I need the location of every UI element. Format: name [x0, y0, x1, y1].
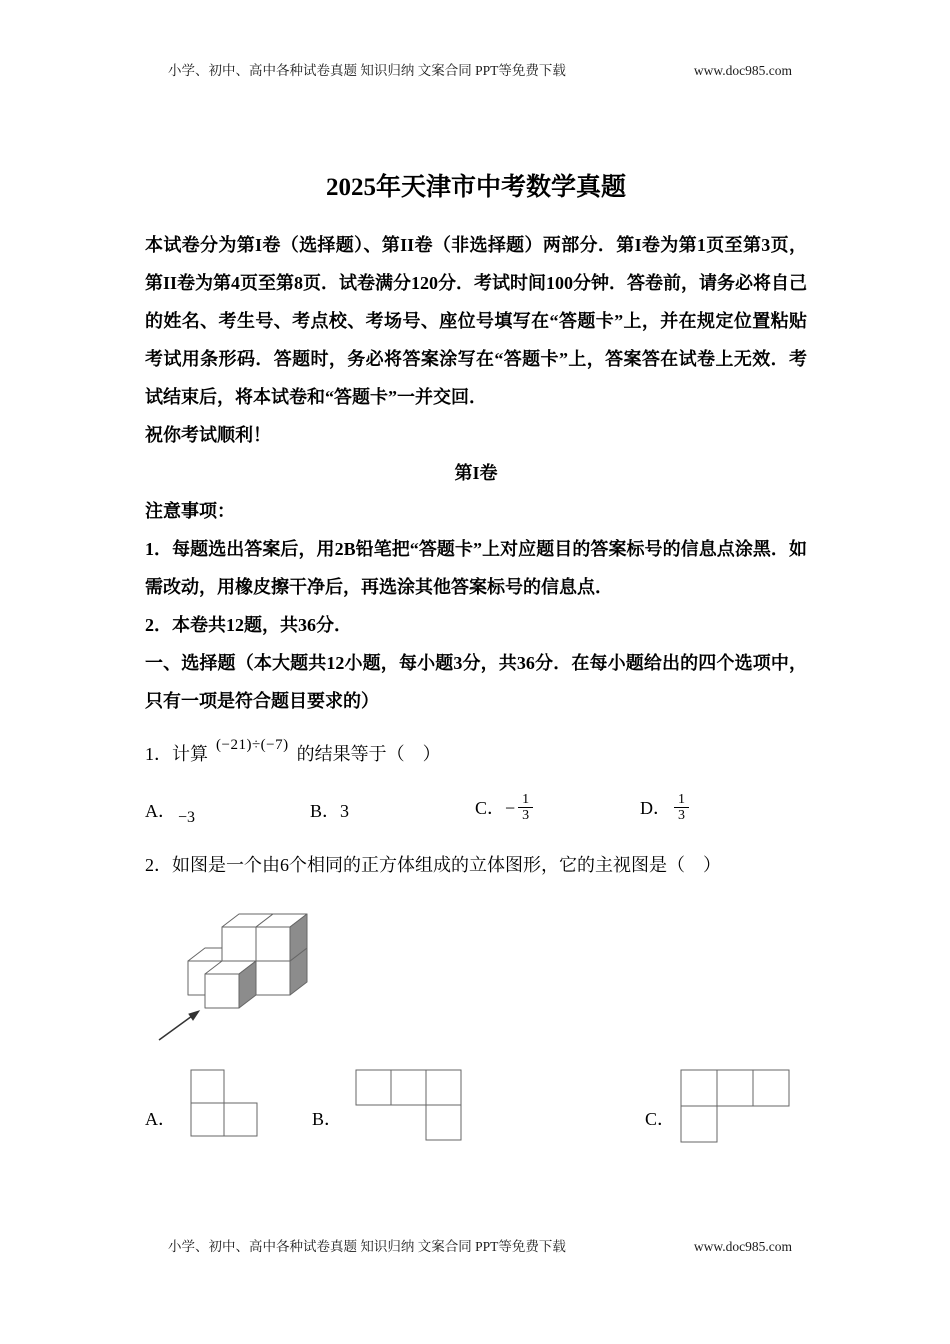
section-1-title: 第I卷	[454, 463, 498, 483]
header-left-text: 小学、初中、高中各种试卷真题 知识归纳 文案合同 PPT等免费下载	[168, 63, 566, 78]
q1-option-c-label: C．	[475, 798, 506, 819]
q1-option-a-label: A．	[145, 801, 176, 821]
footer-left-text: 小学、初中、高中各种试卷真题 知识归纳 文案合同 PPT等免费下载	[168, 1239, 566, 1254]
q1-option-b	[310, 797, 475, 823]
choice-section-heading: 一、选择题（本大题共12小题，每小题3分，共36分．在每小题给出的四个选项中，只有一项是符合题目要求的）	[145, 653, 807, 711]
question-2-options	[145, 1069, 807, 1165]
footer-site-url: www.doc985.com	[693, 1239, 792, 1254]
question-1-math-expression: (−21)÷(−7)	[216, 737, 289, 753]
notice-item-2: 2．本卷共12题，共36分．	[145, 615, 352, 635]
front-view-option-a-drawing	[190, 1069, 259, 1139]
page-footer	[0, 1238, 950, 1256]
fraction-numerator: 1	[522, 791, 530, 807]
front-view-option-b-drawing	[355, 1069, 463, 1142]
q2-option-b-figure	[355, 1069, 463, 1147]
question-1-options	[145, 784, 807, 836]
question-2-solid-figure	[151, 890, 807, 1053]
q1-option-d-fraction	[674, 792, 689, 823]
fraction-denominator: 3	[518, 807, 533, 823]
exam-intro-paragraph: 本试卷分为第I卷（选择题）、第II卷（非选择题）两部分．第I卷为第1页至第3页，第II卷为第4页至第8页．试卷满分120分．考试时间100分钟．答卷前，请务必将自己的姓名、考生号、考点校、考场号、座位号填写在“答题卡”上，并在规定位置粘贴考试用条形码．答题时，务必将答案涂写在“答题卡”上，答案答在试卷上无效．考试结束后，将本试卷和“答题卡”一并交回．	[145, 235, 808, 407]
view-direction-arrow	[159, 1011, 199, 1040]
q1-option-c-fraction	[518, 792, 533, 823]
question-2: 2．如图是一个由6个相同的正方体组成的立体图形，它的主视图是（ ）	[145, 855, 721, 875]
q1-option-c-minus-sign: −	[505, 798, 516, 819]
fraction-numerator: 1	[678, 791, 685, 807]
q1-option-d	[640, 791, 689, 825]
q1-option-c	[475, 791, 640, 825]
front-view-option-c-drawing	[680, 1069, 792, 1145]
notice-item-1: 1．每题选出答案后，用2B铅笔把“答题卡”上对应题目的答案标号的信息点涂黑．如需改动，用橡皮擦干净后，再选涂其他答案标号的信息点．	[145, 539, 807, 597]
q1-option-a-value: −3	[178, 809, 196, 826]
notice-title: 注意事项：	[145, 501, 235, 521]
q1-option-b-value: 3	[340, 801, 350, 821]
page-header	[0, 62, 950, 80]
q2-option-c-label: C．	[645, 1109, 676, 1129]
q2-option-c-figure	[680, 1069, 792, 1150]
page-title: 2025年天津市中考数学真题	[325, 174, 626, 201]
q2-option-b-label: B．	[312, 1109, 343, 1129]
q2-option-a-figure	[190, 1069, 259, 1144]
q1-option-b-label: B．	[310, 801, 341, 821]
q1-option-d-label: D．	[640, 798, 671, 819]
question-1	[145, 734, 807, 776]
question-1-suffix: 的结果等于（ ）	[296, 744, 441, 764]
header-site-url: www.doc985.com	[693, 63, 792, 78]
question-1-prefix: 1．计算	[145, 744, 208, 764]
cube-solid-drawing	[151, 890, 321, 1048]
fraction-denominator: 3	[674, 807, 689, 823]
q1-option-a	[145, 797, 310, 826]
wish-line: 祝你考试顺利！	[145, 425, 271, 445]
q2-option-a-label: A．	[145, 1109, 176, 1129]
